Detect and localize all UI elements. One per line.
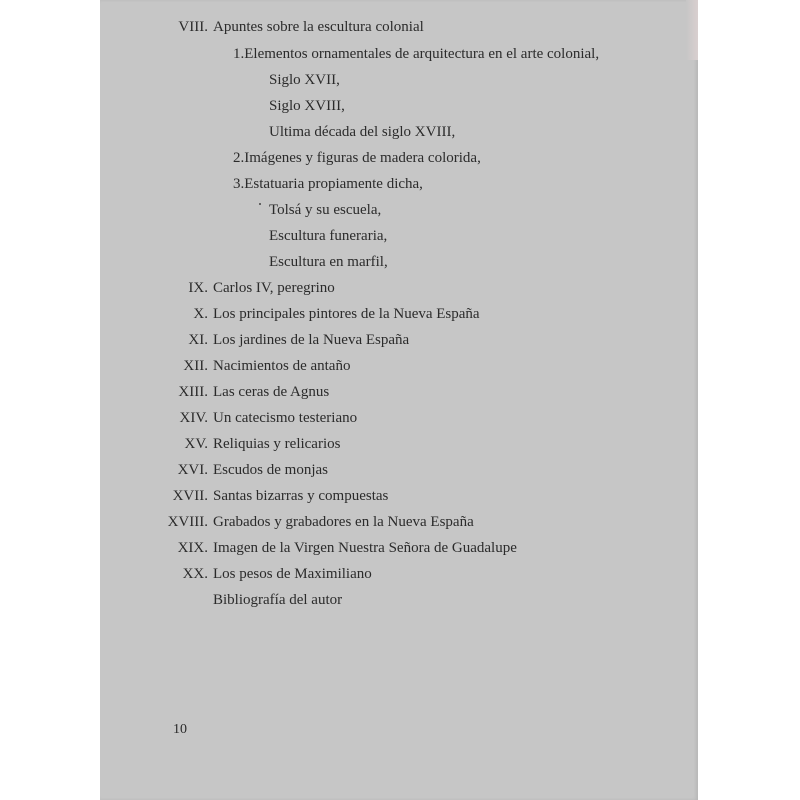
ink-speck — [259, 203, 261, 205]
chapter-number: IX. — [188, 280, 208, 296]
chapter-number: XIII. — [178, 384, 208, 400]
chapter-title: Carlos IV, peregrino — [213, 280, 335, 296]
toc-subitem: Siglo XVII, — [269, 72, 340, 88]
chapter-title: Un catecismo testeriano — [213, 410, 358, 426]
chapter-number: XII. — [183, 358, 208, 374]
toc-subsection: 2.Imágenes y figuras de madera colorida, — [233, 150, 481, 166]
chapter-number: XVIII. — [167, 514, 208, 530]
chapter-title: Los jardines de la Nueva España — [213, 332, 410, 348]
chapter-title: Escudos de monjas — [213, 462, 328, 478]
chapter-number: X. — [193, 306, 208, 322]
toc-subsection: 3.Estatuaria propiamente dicha, — [233, 176, 423, 192]
chapter-title: Nacimientos de antaño — [213, 358, 351, 374]
toc-subsection: 1.Elementos ornamentales de arquitectura en el arte colonial, — [233, 46, 600, 62]
page-edge — [686, 0, 698, 60]
chapter-number: XIX. — [177, 540, 208, 556]
page-number: 10 — [173, 722, 187, 737]
chapter-title: Los principales pintores de la Nueva España — [213, 306, 480, 322]
bibliography-entry: Bibliografía del autor — [213, 592, 343, 608]
chapter-number: XV. — [184, 436, 208, 452]
chapter-title: Santas bizarras y compuestas — [213, 488, 389, 504]
chapter-number: XI. — [188, 332, 208, 348]
chapter-number: XVI. — [177, 462, 208, 478]
chapter-number: XVII. — [172, 488, 208, 504]
chapter-title: Apuntes sobre la escultura colonial — [213, 19, 424, 35]
chapter-title: Reliquias y relicarios — [213, 436, 341, 452]
chapter-number: XX. — [182, 566, 208, 582]
toc-subitem: Tolsá y su escuela, — [269, 202, 382, 218]
chapter-title: Grabados y grabadores en la Nueva España — [213, 514, 474, 530]
chapter-number: VIII. — [178, 19, 208, 35]
toc-subitem: Escultura en marfil, — [269, 254, 388, 270]
toc-subitem: Escultura funeraria, — [269, 228, 388, 244]
toc-subitem: Siglo XVIII, — [269, 98, 345, 114]
chapter-title: Imagen de la Virgen Nuestra Señora de Guadalupe — [213, 540, 517, 556]
chapter-title: Los pesos de Maximiliano — [213, 566, 372, 582]
toc-subitem: Ultima década del siglo XVIII, — [269, 124, 456, 140]
chapter-title: Las ceras de Agnus — [213, 384, 330, 400]
chapter-number: XIV. — [179, 410, 208, 426]
